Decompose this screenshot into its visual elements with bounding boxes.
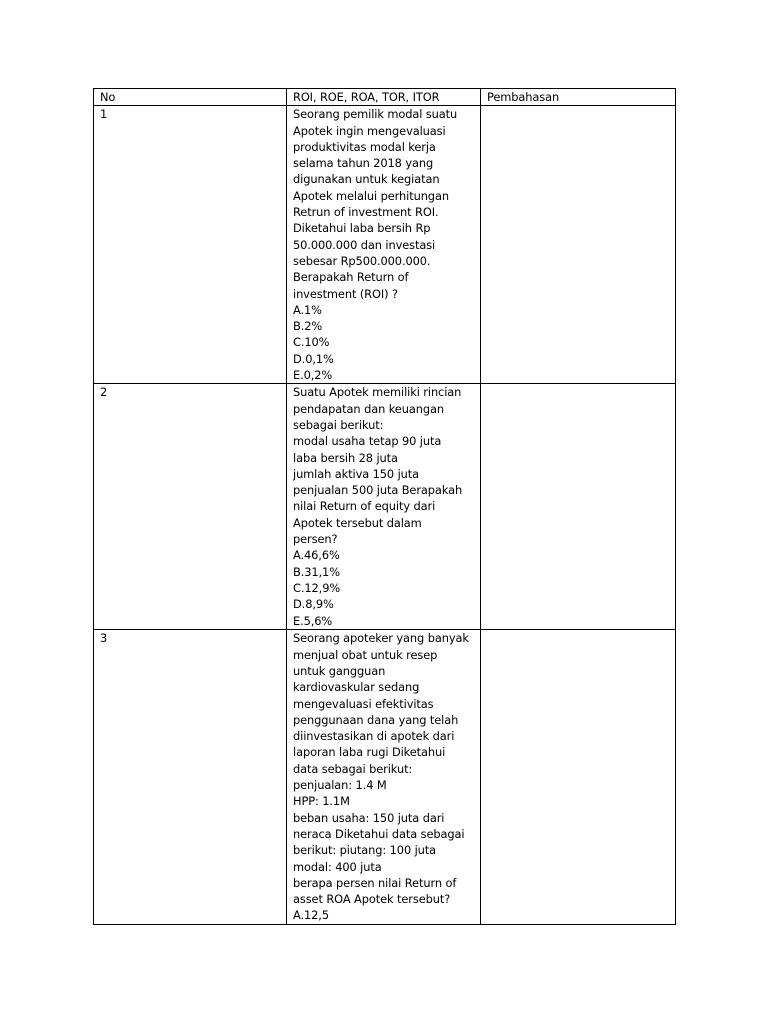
- question-line: Suatu Apotek memiliki rincian: [293, 385, 462, 400]
- answer-option: C.10%: [293, 335, 330, 350]
- question-line: asset ROA Apotek tersebut?: [293, 892, 451, 907]
- discussion-cell: [481, 106, 676, 384]
- question-cell: [287, 630, 481, 925]
- row-number: 2: [94, 384, 287, 630]
- question-line: laporan laba rugi Diketahui: [293, 745, 446, 760]
- question-line: Diketahui laba bersih Rp: [293, 221, 431, 236]
- table-row: [94, 106, 676, 384]
- question-line: untuk gangguan: [293, 663, 386, 678]
- question-line: berapa persen nilai Return of: [293, 875, 457, 890]
- question-line: penggunaan dana yang telah: [293, 712, 459, 727]
- question-line: sebagai berikut:: [293, 417, 384, 432]
- question-table: [93, 88, 676, 925]
- question-line: HPP: 1.1M: [293, 794, 350, 809]
- question-line: 50.000.000 dan investasi: [293, 237, 436, 252]
- question-line: Apotek tersebut dalam: [293, 515, 422, 530]
- question-line: mengevaluasi efektivitas: [293, 696, 434, 711]
- answer-option: E.5,6%: [293, 613, 333, 628]
- answer-option: B.2%: [293, 319, 323, 334]
- row-number: 1: [94, 106, 287, 384]
- question-line: Seorang pemilik modal suatu: [293, 107, 458, 122]
- header-no: No: [94, 89, 287, 106]
- question-line: sebesar Rp500.000.000.: [293, 253, 431, 268]
- answer-option: E.0,2%: [293, 368, 333, 383]
- row-number: 3: [94, 630, 287, 925]
- question-line: nilai Return of equity dari: [293, 499, 436, 514]
- question-line: berikut: piutang: 100 juta: [293, 843, 437, 858]
- discussion-cell: [481, 384, 676, 630]
- question-line: Retrun of investment ROI.: [293, 205, 439, 220]
- question-line: jumlah aktiva 150 juta: [293, 466, 420, 481]
- question-line: penjualan: 1.4 M: [293, 778, 387, 793]
- answer-option: B.31,1%: [293, 564, 340, 579]
- question-line: Apotek melalui perhitungan: [293, 188, 449, 203]
- question-line: diinvestasikan di apotek dari: [293, 729, 455, 744]
- question-line: kardiovaskular sedang: [293, 680, 420, 695]
- question-line: selama tahun 2018 yang: [293, 156, 434, 171]
- table-header-row: [94, 89, 676, 106]
- answer-option: D.8,9%: [293, 597, 334, 612]
- header-question-topic: ROI, ROE, ROA, TOR, ITOR: [287, 89, 481, 106]
- answer-option: D.0,1%: [293, 351, 334, 366]
- question-line: beban usaha: 150 juta dari: [293, 810, 445, 825]
- discussion-cell: [481, 630, 676, 925]
- question-cell: [287, 106, 481, 384]
- question-line: Berapakah Return of: [293, 270, 409, 285]
- table-row: [94, 630, 676, 925]
- question-line: digunakan untuk kegiatan: [293, 172, 440, 187]
- answer-option: A.46,6%: [293, 548, 340, 563]
- header-discussion: Pembahasan: [481, 89, 676, 106]
- question-line: investment (ROI) ?: [293, 286, 398, 301]
- table-row: [94, 384, 676, 630]
- question-line: Apotek ingin mengevaluasi: [293, 123, 446, 138]
- question-line: penjualan 500 juta Berapakah: [293, 483, 463, 498]
- question-line: data sebagai berikut:: [293, 761, 413, 776]
- question-line: menjual obat untuk resep: [293, 647, 438, 662]
- question-line: modal usaha tetap 90 juta: [293, 434, 442, 449]
- question-line: pendapatan dan keuangan: [293, 401, 444, 416]
- question-line: modal: 400 juta: [293, 859, 382, 874]
- question-line: neraca Diketahui data sebagai: [293, 826, 465, 841]
- question-line: Seorang apoteker yang banyak: [293, 631, 469, 646]
- question-cell: [287, 384, 481, 630]
- question-line: produktivitas modal kerja: [293, 139, 436, 154]
- answer-option: A.12,5: [293, 908, 329, 923]
- question-line: laba bersih 28 juta: [293, 450, 398, 465]
- question-line: persen?: [293, 532, 338, 547]
- answer-option: C.12,9%: [293, 580, 341, 595]
- answer-option: A.1%: [293, 302, 322, 317]
